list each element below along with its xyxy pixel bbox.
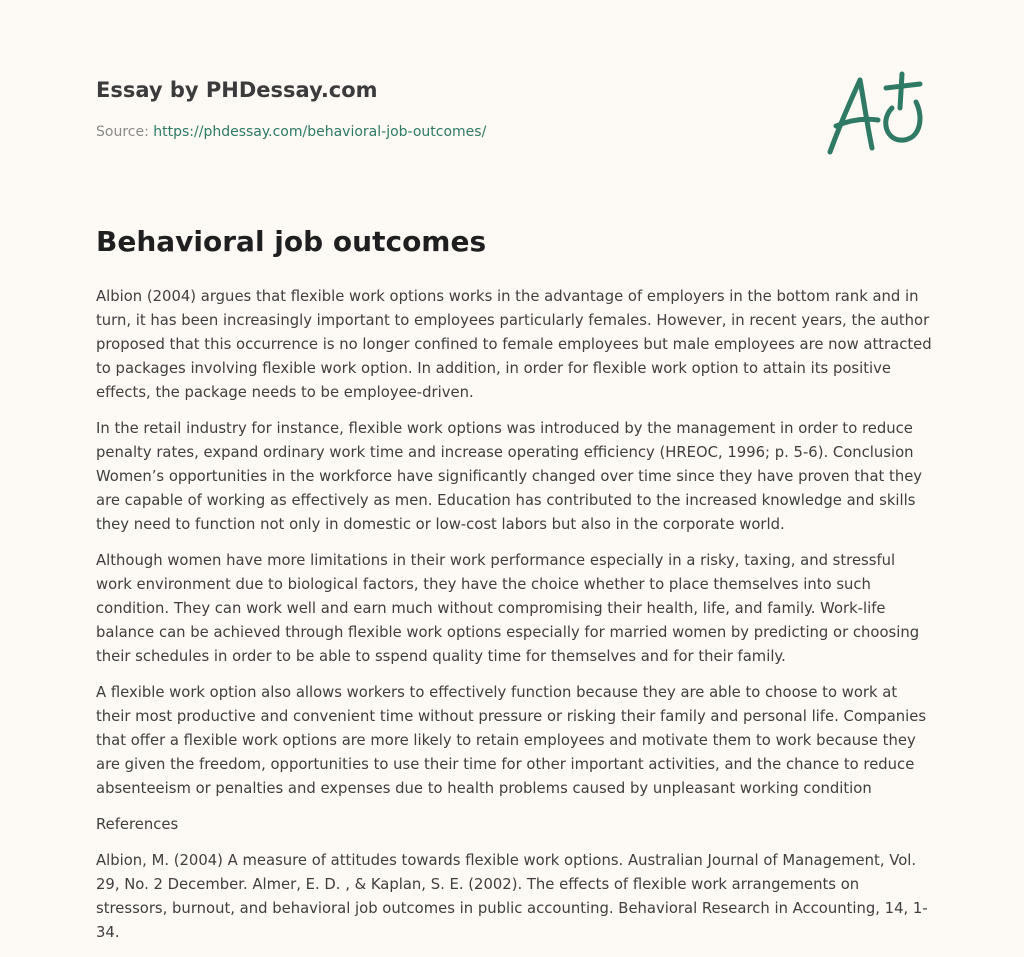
essay-paragraph: In the retail industry for instance, flexible work options was introduced by the management in order to reduce penalty rates, expand ordinary work time and increase operating efficiency (HREOC, 1996; p. 5-6). Conclusion Women’s opportunities in the workforce have significantly changed over time since they have proven that they are capable of working as effectively as men. Education has contributed to the increased knowledge and skills they need to function not only in domestic or low-cost labors but also in the corporate world. [96,420,923,533]
site-header [96,76,932,186]
essay-body [96,285,932,957]
reference-entry: Albion, M. (2004) A measure of attitudes towards flexible work options. Australian Journal of Management, Vol. 29, No. 2 December. Almer, E. D. , & Kaplan, S. E. (2002). The effects of flexible work arrangements on stressors, burnout, and behavioral job outcomes in public accounting. Behavioral Research in Accounting, 14, 1-34. [96,852,928,941]
source-label: Source: [96,124,154,140]
source-link[interactable]: https://phdessay.com/behavioral-job-outcomes/ [153,124,487,140]
essay-title: Behavioral job outcomes [96,225,487,258]
source-line [96,124,486,140]
references-heading: References [96,816,179,833]
a-plus-grade-icon [820,68,932,164]
site-title: Essay by PHDessay.com [96,78,378,102]
essay-paragraph: A flexible work option also allows workers to effectively function because they are able to choose to work at their most productive and convenient time without pressure or risking their family and personal life. Companies that offer a flexible work options are more likely to retain employees and motivate them to work because they are given the freedom, opportunities to use their time for other important activities, and the chance to reduce absenteeism or penalties and expenses due to health problems caused by unpleasant working condition [96,684,927,797]
essay-paragraph: Albion (2004) argues that flexible work options works in the advantage of employers in the bottom rank and in turn, it has been increasingly important to employees particularly females. However, in recent years, the author proposed that this occurrence is no longer confined to female employees but male employees are now attracted to packages involving flexible work option. In addition, in order for flexible work option to attain its positive effects, the package needs to be employee-driven. [96,288,932,401]
essay-paragraph: Although women have more limitations in their work performance especially in a risky, taxing, and stressful work environment due to biological factors, they have the choice whether to place themselves into such condition. They can work well and earn much without compromising their health, life, and family. Work-life balance can be achieved through flexible work options especially for married women by predicting or choosing their schedules in order to be able to sspend quality time for themselves and for their family. [96,552,920,665]
